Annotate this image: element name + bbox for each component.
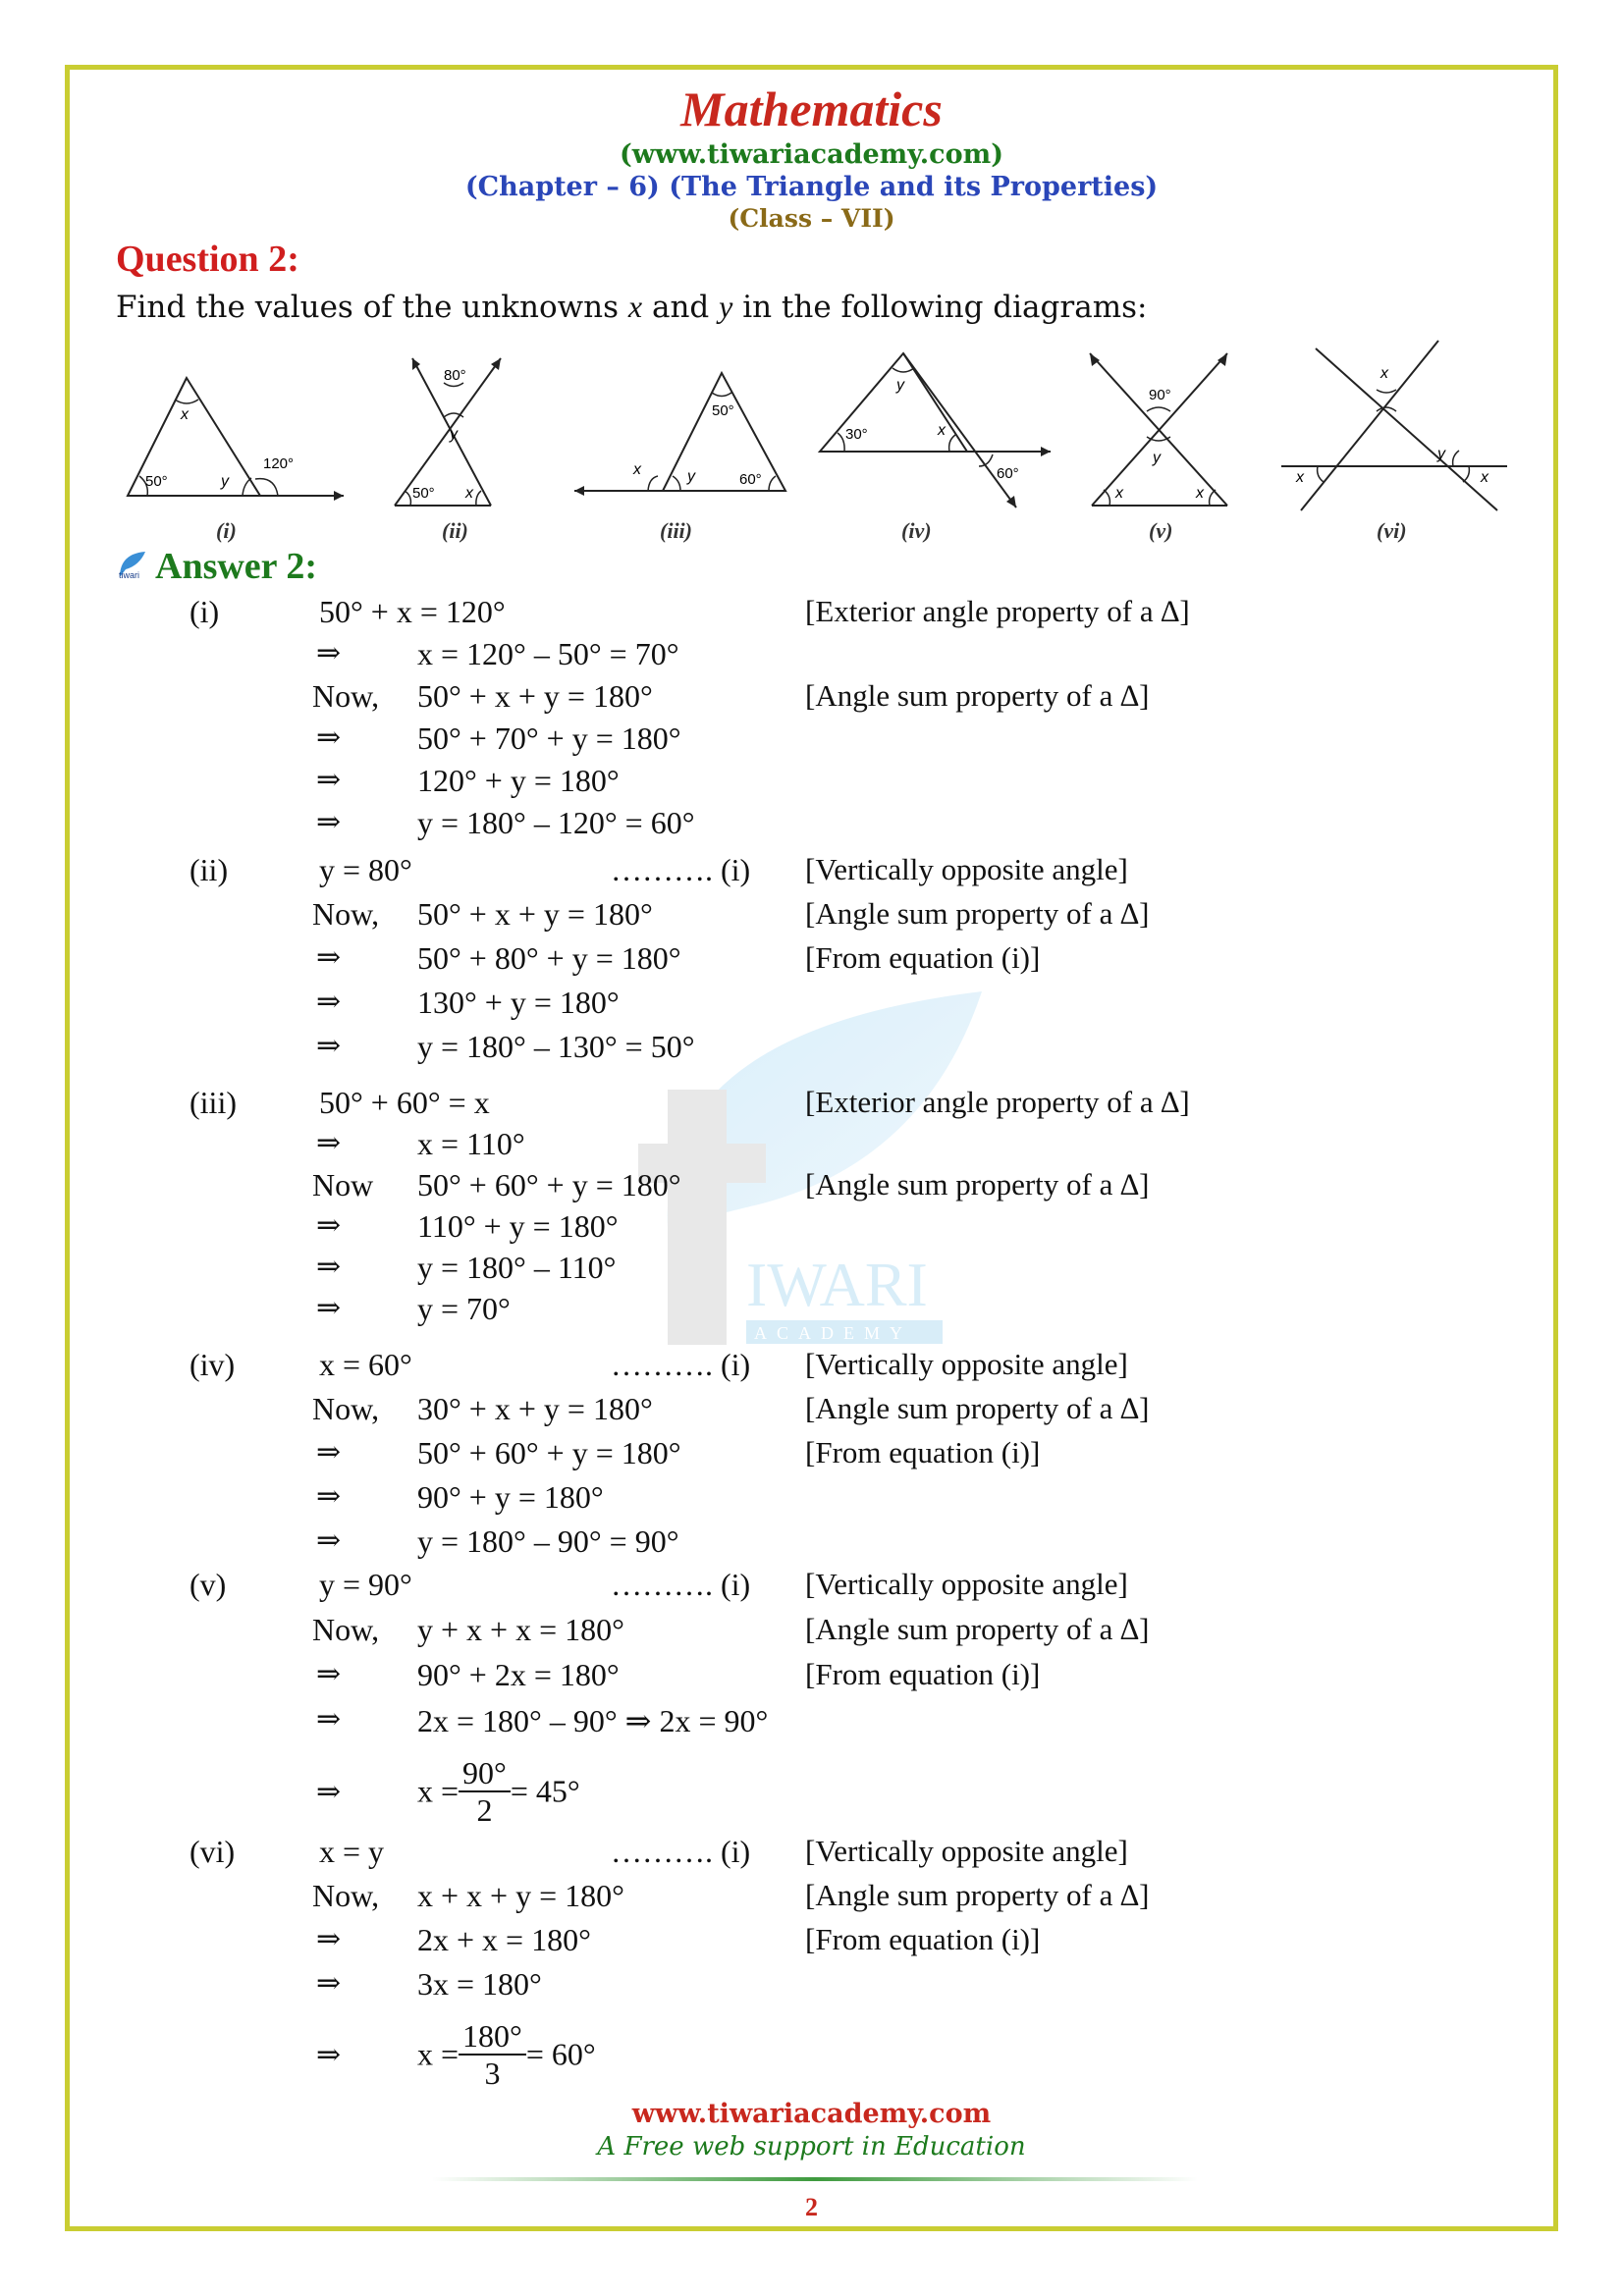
question-text (116, 289, 1147, 325)
part-label: (i) (189, 594, 220, 629)
d5-label-90: 90° (1149, 387, 1171, 403)
d4-label-30: 30° (845, 426, 868, 443)
d4-label-y: y (896, 377, 904, 394)
implies-arrow: ⇒ (316, 986, 342, 1018)
equation: y = 70° (417, 1291, 511, 1326)
d3-label-x: x (633, 461, 641, 478)
implies-arrow: ⇒ (316, 1436, 342, 1468)
equation: 90° + 2x = 180° (417, 1657, 620, 1692)
fraction-lhs: x = (417, 2036, 460, 2072)
reason: [Vertically opposite angle] (805, 1834, 1128, 1868)
equation: y + x + x = 180° (417, 1612, 624, 1647)
part-label: (iii) (189, 1085, 237, 1120)
implies-arrow: ⇒ (316, 1703, 342, 1735)
equation: 3x = 180° (417, 1966, 542, 2002)
diagram-6 (1276, 339, 1512, 520)
footer-divider (432, 2177, 1198, 2181)
line-prefix: Now (312, 1167, 374, 1202)
question-text-after: in the following diagrams: (742, 290, 1148, 325)
reason: [Exterior angle property of a ∆] (805, 1085, 1190, 1119)
fraction (459, 2018, 526, 2091)
equation: 50° + 60° + y = 180° (417, 1167, 681, 1202)
implies-arrow: ⇒ (316, 1967, 342, 2000)
answer-heading: Answer 2: (155, 546, 318, 587)
line-prefix: Now, (312, 678, 380, 714)
equation-marker: ………. (i) (611, 852, 751, 887)
equation-marker: ………. (i) (611, 1347, 751, 1382)
d5-label-x-left: x (1115, 485, 1123, 502)
equation: 2x = 180° – 90° ⇒ 2x = 90° (417, 1703, 769, 1738)
fraction-denominator: 3 (484, 2056, 501, 2091)
equation: 50° + x + y = 180° (417, 896, 653, 932)
d1-label-50: 50° (145, 473, 168, 490)
equation: 30° + x + y = 180° (417, 1391, 653, 1426)
implies-arrow: ⇒ (316, 1776, 342, 1808)
equation: y = 180° – 90° = 90° (417, 1523, 679, 1559)
equation: 110° + y = 180° (417, 1208, 619, 1244)
implies-arrow: ⇒ (316, 1658, 342, 1690)
implies-arrow: ⇒ (316, 1524, 342, 1557)
implies-arrow: ⇒ (316, 806, 342, 838)
fraction-lhs: x = (417, 1773, 460, 1809)
reason: [Exterior angle property of a ∆] (805, 594, 1190, 628)
d1-label-y: y (221, 473, 229, 490)
diagram-5-caption: (v) (1149, 518, 1173, 543)
equation: 90° + y = 180° (417, 1479, 604, 1515)
implies-arrow: ⇒ (316, 1251, 342, 1283)
line-prefix: Now, (312, 1391, 380, 1426)
svg-text:tiwari: tiwari (119, 570, 140, 580)
diagram-3 (565, 339, 800, 520)
diagram-4-caption: (iv) (901, 518, 932, 543)
diagram-1-caption: (i) (216, 518, 237, 543)
equation: 120° + y = 180° (417, 763, 620, 798)
d1-label-120: 120° (263, 455, 295, 472)
d4-label-x: x (938, 422, 946, 439)
equation: 50° + x + y = 180° (417, 678, 653, 714)
implies-arrow: ⇒ (316, 1923, 342, 1955)
implies-arrow: ⇒ (316, 1030, 342, 1062)
fraction-rhs: = 45° (510, 1773, 580, 1809)
question-text-before: Find the values of the unknowns (116, 290, 620, 325)
reason: [Vertically opposite angle] (805, 1567, 1128, 1601)
part-label: (iv) (189, 1347, 236, 1382)
equation-marker: ………. (i) (611, 1834, 751, 1869)
implies-arrow: ⇒ (316, 941, 342, 974)
equation: x = 110° (417, 1126, 525, 1161)
reason: [From equation (i)] (805, 1657, 1041, 1691)
d6-label-y: y (1437, 446, 1445, 462)
line-prefix: Now, (312, 1612, 380, 1647)
diagram-2 (383, 339, 530, 520)
reason: [Angle sum property of a ∆] (805, 678, 1150, 713)
header-website: (www.tiwariacademy.com) (620, 139, 1003, 170)
page-number: 2 (805, 2193, 818, 2221)
fraction-rhs: = 60° (525, 2036, 596, 2072)
equation: y = 180° – 120° = 60° (417, 805, 695, 840)
d5-label-x-right: x (1196, 485, 1204, 502)
diagram-2-caption: (ii) (442, 518, 468, 543)
d2-label-50: 50° (412, 485, 435, 502)
diagram-4 (810, 339, 1055, 520)
class-label: (Class – VII) (728, 204, 895, 233)
part-label: (vi) (189, 1834, 236, 1869)
d5-label-y: y (1153, 450, 1161, 466)
diagram-3-caption: (iii) (660, 518, 692, 543)
reason: [Vertically opposite angle] (805, 1347, 1128, 1381)
line-prefix: Now, (312, 896, 380, 932)
equation: y = 180° – 130° = 50° (417, 1029, 695, 1064)
diagram-1 (118, 339, 353, 520)
fraction-equation (417, 1755, 580, 1828)
fraction-denominator: 2 (476, 1792, 493, 1828)
equation: 130° + y = 180° (417, 985, 620, 1020)
d6-label-x-top: x (1380, 365, 1388, 382)
implies-arrow: ⇒ (316, 2039, 342, 2071)
reason: [From equation (i)] (805, 1435, 1041, 1469)
implies-arrow: ⇒ (316, 1209, 342, 1242)
tiwari-logo-icon (116, 548, 149, 581)
reason: [From equation (i)] (805, 940, 1041, 975)
equation: 50° + 60° = x (319, 1085, 490, 1120)
fraction-numerator: 90° (459, 1755, 511, 1792)
d2-label-80: 80° (444, 367, 466, 384)
d3-label-60: 60° (739, 471, 762, 488)
d4-label-60: 60° (997, 465, 1019, 482)
equation: 50° + 60° + y = 180° (417, 1435, 681, 1470)
equation: 2x + x = 180° (417, 1922, 591, 1957)
equation: 50° + x = 120° (319, 594, 506, 629)
equation: x = y (319, 1834, 385, 1869)
equation: y = 80° (319, 852, 412, 887)
chapter-title: (Chapter – 6) (The Triangle and its Properties) (464, 172, 1159, 202)
implies-arrow: ⇒ (316, 1292, 342, 1324)
equation: 50° + 70° + y = 180° (417, 721, 681, 756)
part-label: (ii) (189, 852, 229, 887)
implies-arrow: ⇒ (316, 1127, 342, 1159)
equation: y = 90° (319, 1567, 412, 1602)
footer-website: www.tiwariacademy.com (631, 2099, 992, 2129)
implies-arrow: ⇒ (316, 721, 342, 754)
reason: [Vertically opposite angle] (805, 852, 1128, 886)
d1-label-x: x (181, 406, 189, 423)
footer-tagline: A Free web support in Education (597, 2132, 1026, 2162)
equation: x = 120° – 50° = 70° (417, 636, 679, 671)
line-prefix: Now, (312, 1878, 380, 1913)
equation: 50° + 80° + y = 180° (417, 940, 681, 976)
equation: x + x + y = 180° (417, 1878, 624, 1913)
reason: [Angle sum property of a ∆] (805, 1612, 1150, 1646)
fraction-numerator: 180° (459, 2018, 526, 2056)
fraction (459, 1755, 511, 1828)
reason: [Angle sum property of a ∆] (805, 1391, 1150, 1425)
d3-label-y: y (687, 468, 695, 485)
implies-arrow: ⇒ (316, 764, 342, 796)
implies-arrow: ⇒ (316, 1480, 342, 1513)
d2-label-y: y (450, 426, 458, 443)
equation-marker: ………. (i) (611, 1567, 751, 1602)
reason: [Angle sum property of a ∆] (805, 896, 1150, 931)
question-text-and: and (651, 290, 710, 325)
part-label: (v) (189, 1567, 227, 1602)
reason: [Angle sum property of a ∆] (805, 1167, 1150, 1201)
reason: [Angle sum property of a ∆] (805, 1878, 1150, 1912)
diagram-5 (1080, 339, 1237, 520)
var-y: y (719, 289, 733, 324)
diagram-6-caption: (vi) (1377, 518, 1407, 543)
fraction-equation (417, 2018, 596, 2091)
implies-arrow: ⇒ (316, 637, 342, 669)
equation: x = 60° (319, 1347, 412, 1382)
page-title: Mathematics (680, 81, 943, 136)
d6-label-x-right: x (1481, 469, 1488, 486)
equation: y = 180° – 110° (417, 1250, 617, 1285)
var-x: x (627, 289, 643, 324)
d6-label-x-left: x (1296, 469, 1304, 486)
watermark-brand: IWARI (746, 1250, 928, 1319)
reason: [From equation (i)] (805, 1922, 1041, 1956)
watermark-sub: ACADEMY (754, 1323, 913, 1343)
d3-label-50: 50° (712, 402, 734, 419)
d2-label-x: x (465, 485, 473, 502)
question-heading: Question 2: (116, 239, 299, 280)
